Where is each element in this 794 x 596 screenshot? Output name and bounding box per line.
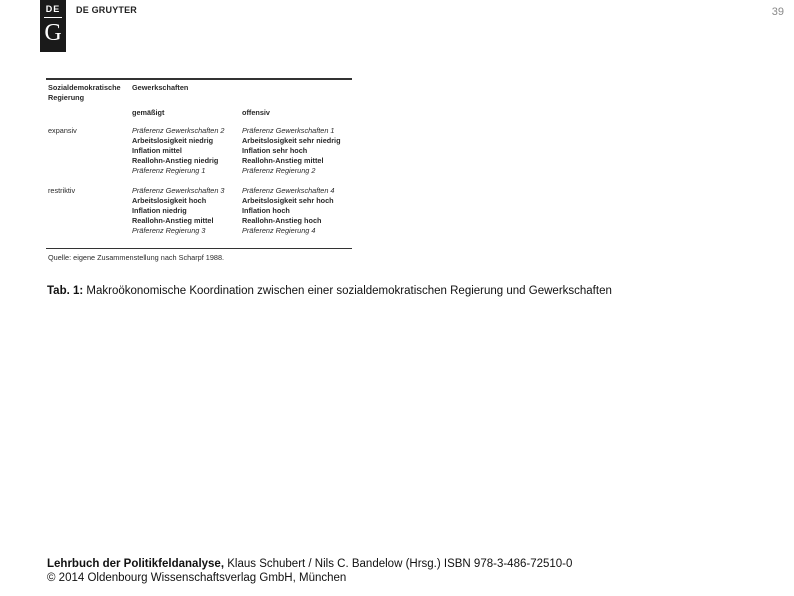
header-government: Sozialdemokratische Regierung [48,82,121,102]
publisher-logo [40,0,66,52]
caption-label: Tab. 1: [47,285,84,297]
table-row [46,186,352,248]
coordination-table [46,78,352,263]
page-number: 39 [771,6,784,18]
footer-book-title: Lehrbuch der Politikfeldanalyse, [47,558,225,570]
table-row [46,126,352,186]
footer-citation [47,557,572,571]
cell-expansive-offensive: Präferenz Gewerkschaften 1 Arbeitslosigkeit sehr niedrig Inflation sehr hoch Reallohn-Anstieg mittel Präferenz Regierung 2 [242,125,341,176]
row-label-expansive: expansiv [48,125,77,135]
subheader-moderate: gemäßigt [132,107,165,117]
header-unions: Gewerkschaften [132,82,189,92]
cell-restrictive-moderate: Präferenz Gewerkschaften 3 Arbeitslosigkeit hoch Inflation niedrig Reallohn-Anstieg mittel Präferenz Regierung 3 [132,185,225,236]
publisher-name: DE GRUYTER [76,5,138,15]
footer [47,557,572,585]
subheader-offensive: offensiv [242,107,270,117]
logo-divider [44,17,62,18]
cell-expansive-moderate: Präferenz Gewerkschaften 2 Arbeitslosigkeit niedrig Inflation mittel Reallohn-Anstieg niedrig Präferenz Regierung 1 [132,125,225,176]
cell-restrictive-offensive: Präferenz Gewerkschaften 4 Arbeitslosigkeit sehr hoch Inflation hoch Reallohn-Anstieg hoch Präferenz Regierung 4 [242,185,335,236]
logo-de-text: DE [45,4,61,14]
logo-g-text: G [44,20,62,46]
table-caption [47,285,612,297]
table-header-row [46,80,352,104]
table-source: Quelle: eigene Zusammenstellung nach Scharpf 1988. [48,252,225,262]
table-source-row [46,249,352,263]
footer-authors-isbn: Klaus Schubert / Nils C. Bandelow (Hrsg.) ISBN 978-3-486-72510-0 [227,558,573,570]
footer-copyright: © 2014 Oldenbourg Wissenschaftsverlag GmbH, München [47,572,347,584]
table-subheader-row [46,104,352,126]
row-label-restrictive: restriktiv [48,185,76,195]
caption-text: Makroökonomische Koordination zwischen einer sozialdemokratischen Regierung und Gewerkschaften [86,285,612,297]
